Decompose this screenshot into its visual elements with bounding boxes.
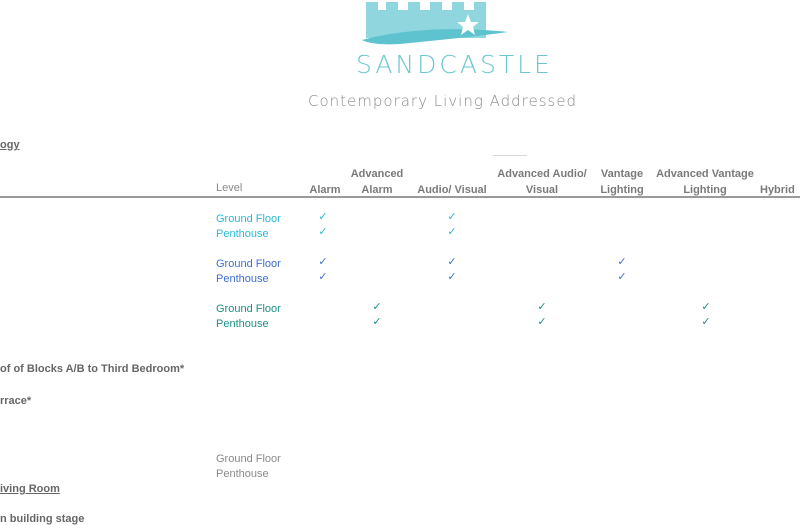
check-icon: ✓ bbox=[318, 271, 328, 283]
check-icon: ✓ bbox=[372, 301, 382, 313]
column-header-line1 bbox=[305, 166, 345, 182]
header-divider bbox=[493, 155, 527, 156]
check-icon: ✓ bbox=[372, 316, 382, 328]
check-icon: ✓ bbox=[537, 316, 547, 328]
table-header-rule bbox=[0, 196, 800, 198]
column-header-line2: Alarm bbox=[309, 184, 341, 196]
check-icon: ✓ bbox=[617, 256, 627, 268]
column-header-advanced-alarm bbox=[345, 166, 409, 198]
column-header-line2: Visual bbox=[525, 184, 559, 196]
column-header-level: Level bbox=[216, 182, 243, 194]
check-icon: ✓ bbox=[447, 271, 457, 283]
check-icon: ✓ bbox=[447, 256, 457, 268]
table-row-level: Ground Floor bbox=[216, 453, 281, 465]
column-header-line2: Hybrid bbox=[760, 184, 795, 196]
check-icon: ✓ bbox=[447, 211, 457, 223]
column-header-hybrid bbox=[760, 166, 800, 198]
check-icon: ✓ bbox=[701, 301, 711, 313]
column-header-line2: Lighting bbox=[600, 184, 644, 196]
column-header-line2: Alarm bbox=[361, 184, 393, 196]
column-header-line1 bbox=[760, 166, 800, 182]
table-row-level: Penthouse bbox=[216, 228, 269, 240]
column-header-alarm bbox=[305, 166, 345, 198]
check-icon: ✓ bbox=[318, 211, 328, 223]
note-third-bedroom: of of Blocks A/B to Third Bedroom* bbox=[0, 363, 185, 375]
brand-tagline: Contemporary Living Addressed bbox=[308, 92, 578, 110]
table-row-level: Ground Floor bbox=[216, 303, 281, 315]
note-living-room: iving Room bbox=[0, 483, 60, 495]
table-row-level: Penthouse bbox=[216, 318, 269, 330]
note-building-stage: n building stage bbox=[0, 513, 85, 525]
column-header-line2: Audio/ Visual bbox=[417, 184, 487, 196]
column-header-line1 bbox=[410, 166, 494, 182]
column-header-line1: Advanced bbox=[350, 168, 404, 180]
table-row-level: Penthouse bbox=[216, 273, 269, 285]
check-icon: ✓ bbox=[447, 226, 457, 238]
column-header-line2: Lighting bbox=[683, 184, 727, 196]
column-header-line1: Advanced Vantage bbox=[656, 168, 754, 180]
note-terrace: rrace* bbox=[0, 395, 32, 407]
table-row-level: Ground Floor bbox=[216, 258, 281, 270]
column-header-advanced-vantage-lighting bbox=[650, 166, 760, 198]
column-header-advanced-audio-visual bbox=[490, 166, 594, 198]
column-header-line1: Vantage bbox=[600, 168, 644, 180]
brand-name: SANDCASTLE bbox=[356, 50, 553, 79]
check-icon: ✓ bbox=[617, 271, 627, 283]
check-icon: ✓ bbox=[701, 316, 711, 328]
check-icon: ✓ bbox=[537, 301, 547, 313]
column-header-line1: Advanced Audio/ bbox=[497, 168, 587, 180]
table-row-level: Ground Floor bbox=[216, 213, 281, 225]
column-header-audio-visual bbox=[410, 166, 494, 198]
table-row-level: Penthouse bbox=[216, 468, 269, 480]
section-heading: ogy bbox=[0, 139, 20, 151]
column-header-vantage-lighting bbox=[594, 166, 650, 198]
check-icon: ✓ bbox=[318, 226, 328, 238]
check-icon: ✓ bbox=[318, 256, 328, 268]
